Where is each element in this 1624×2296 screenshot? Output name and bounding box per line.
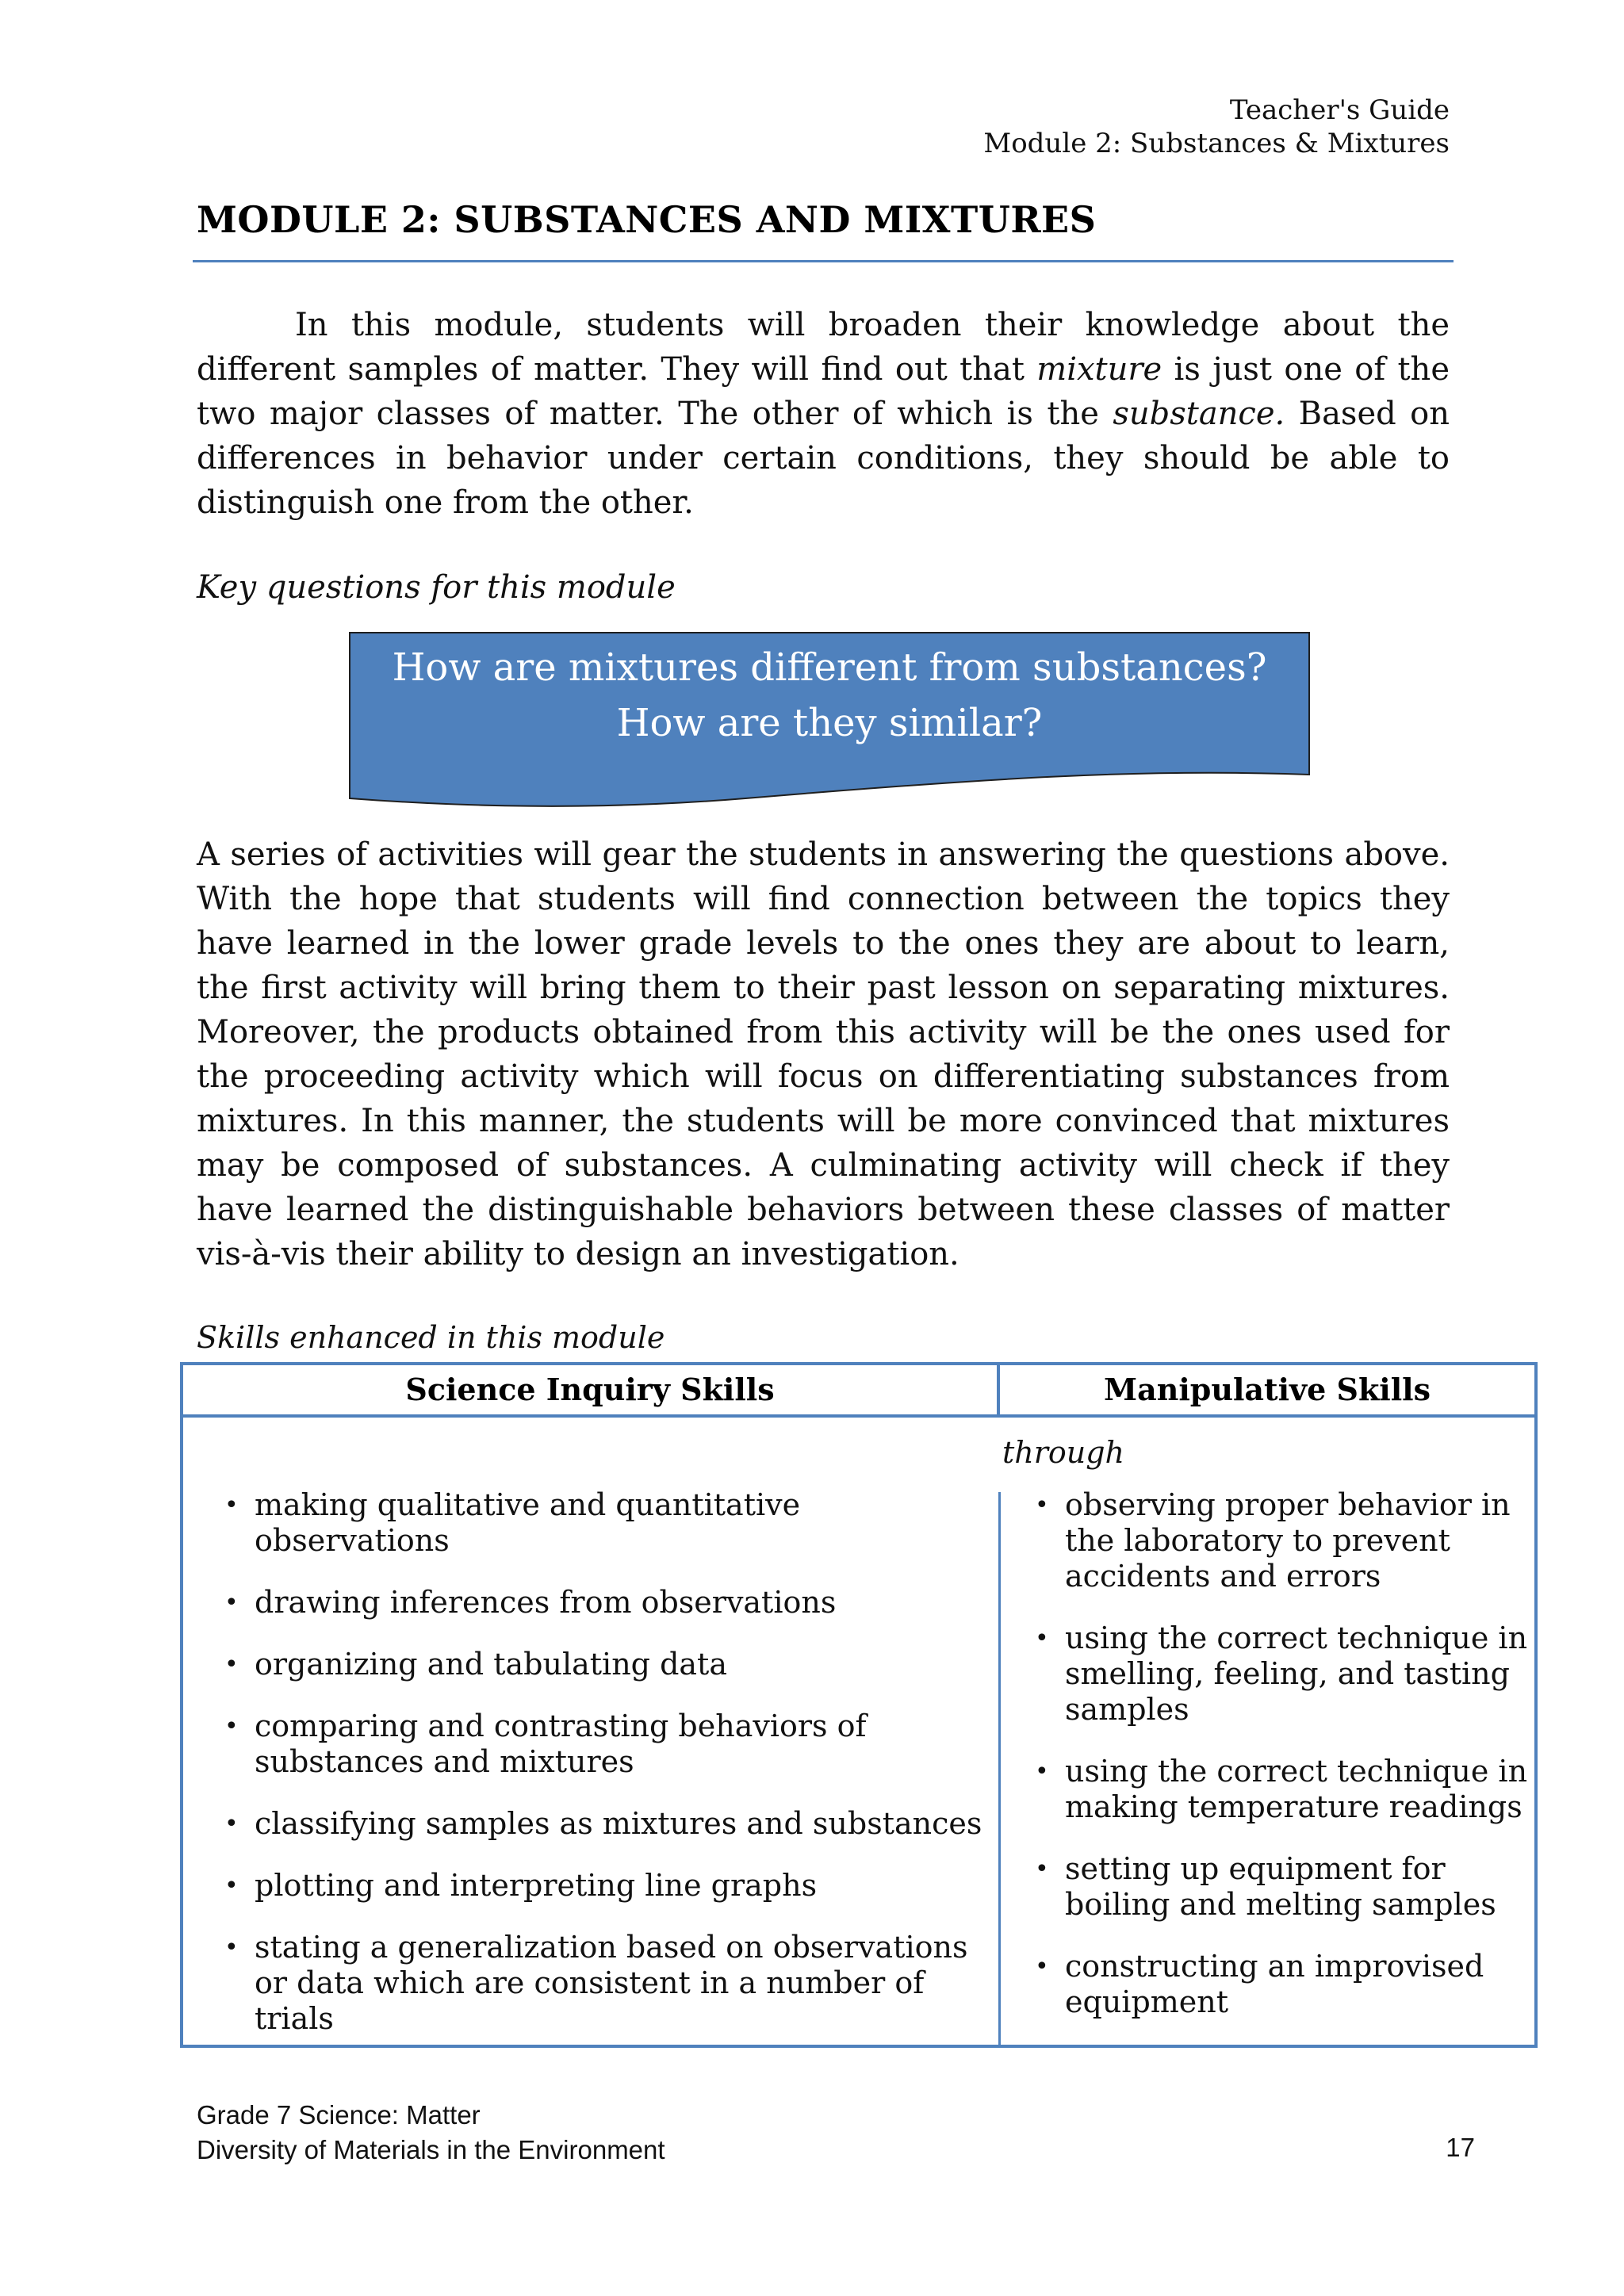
inquiry-skill-item (224, 1647, 986, 1682)
bullet-icon: • (1035, 1491, 1049, 1519)
banner-question-2: How are they similar? (616, 701, 1043, 745)
footer (197, 2098, 665, 2168)
inquiry-skills-list (224, 1487, 986, 2063)
skills-label: Skills enhanced in this module (197, 1320, 665, 1355)
manipulative-skills-list (1035, 1487, 1534, 2046)
bullet-icon: • (1035, 1624, 1049, 1652)
intro-text-3: Based on differences in behavior under certain conditions, they should be able to distinguish one from the other. (197, 396, 1450, 521)
intro-paragraph (197, 303, 1450, 525)
manipulative-skill-item-text: constructing an improvised equipment (1065, 1949, 1484, 2019)
bullet-icon: • (1035, 1953, 1049, 1980)
banner-question-1: How are mixtures different from substances? (392, 645, 1267, 690)
running-header (983, 94, 1450, 160)
banner-text (349, 640, 1310, 751)
header-science-inquiry-skills: Science Inquiry Skills (405, 1372, 775, 1407)
activities-paragraph: A series of activities will gear the students in answering the questions above. With the hope that students will find connection between the topics they have learned in the lower grade levels to the ones they are about to learn, the first activity will bring them to their past lesson on separating mixtures. Moreover, the products obtained from this activity will be the ones used for the proceeding activity which will focus on differentiating substances from mixtures. In this manner, the students will be more convinced that mixtures may be composed of substances. A culminating activity will check if they have learned the distinguishable behaviors between these classes of matter vis-à-vis their ability to design an investigation. (197, 836, 1450, 1272)
bullet-icon: • (224, 1491, 239, 1519)
inquiry-skill-item (224, 1709, 986, 1780)
bullet-icon: • (224, 1934, 239, 1961)
inquiry-skill-item-text: plotting and interpreting line graphs (255, 1868, 818, 1903)
bullet-icon: • (224, 1712, 239, 1740)
manipulative-skill-item-text: using the correct technique in smelling, feeling, and tasting samples (1065, 1621, 1528, 1727)
intro-emphasis-mixture: mixture (1036, 351, 1162, 388)
intro-text-1: In this module, students will broaden their knowledge about the different samples of matter. They will find out that (197, 307, 1450, 388)
inquiry-skill-item-text: comparing and contrasting behaviors of substances and mixtures (255, 1709, 867, 1779)
key-questions-banner (349, 632, 1310, 809)
column-divider (998, 1492, 1001, 2045)
footer-grade-label: Grade 7 Science: Matter (197, 2100, 481, 2130)
inquiry-skill-item (224, 1868, 986, 1904)
key-questions-label: Key questions for this module (197, 569, 676, 606)
inquiry-skill-item-text: making qualitative and quantitative observations (255, 1487, 801, 1558)
bullet-icon: • (224, 1589, 239, 1617)
skills-table (180, 1362, 1538, 2048)
page-title: MODULE 2: SUBSTANCES AND MIXTURES (197, 198, 1097, 241)
intro-text-2: is just one of the two major classes of matter. The other of which is the (197, 351, 1450, 432)
intro-emphasis-substance: substance. (1113, 396, 1285, 432)
header-module-label: Module 2: Substances & Mixtures (983, 128, 1450, 159)
manipulative-skill-item (1035, 1621, 1534, 1728)
inquiry-skill-item (224, 1487, 986, 1559)
title-underline (193, 260, 1454, 262)
skills-table-header-row (183, 1365, 1534, 1418)
bullet-icon: • (224, 1651, 239, 1678)
manipulative-skill-item-text: setting up equipment for boiling and melting samples (1065, 1851, 1496, 1922)
manipulative-skill-item (1035, 1851, 1534, 1923)
inquiry-skill-item (224, 1585, 986, 1621)
bullet-icon: • (1035, 1855, 1049, 1883)
bullet-icon: • (1035, 1758, 1049, 1785)
manipulative-skill-item-text: observing proper behavior in the laboratory to prevent accidents and errors (1065, 1487, 1511, 1594)
bullet-icon: • (224, 1872, 239, 1900)
manipulative-skill-item (1035, 1949, 1534, 2020)
bullet-icon: • (224, 1810, 239, 1838)
page-number: 17 (1446, 2133, 1475, 2162)
inquiry-skill-item-text: organizing and tabulating data (255, 1647, 727, 1682)
header-guide-label: Teacher's Guide (1229, 94, 1450, 126)
manipulative-skill-item-text: using the correct technique in making temperature readings (1065, 1754, 1528, 1824)
inquiry-skill-item-text: classifying samples as mixtures and substances (255, 1806, 982, 1841)
inquiry-skill-item-text: drawing inferences from observations (255, 1585, 837, 1620)
inquiry-skill-item-text: stating a generalization based on observations or data which are consistent in a number of trials (255, 1930, 968, 2036)
header-manipulative-skills: Manipulative Skills (1104, 1372, 1431, 1407)
through-label: through (1002, 1435, 1125, 1470)
manipulative-skill-item (1035, 1487, 1534, 1594)
manipulative-skill-item (1035, 1754, 1534, 1825)
inquiry-skill-item (224, 1806, 986, 1842)
inquiry-skill-item (224, 1930, 986, 2037)
footer-unit-label: Diversity of Materials in the Environment (197, 2135, 665, 2164)
